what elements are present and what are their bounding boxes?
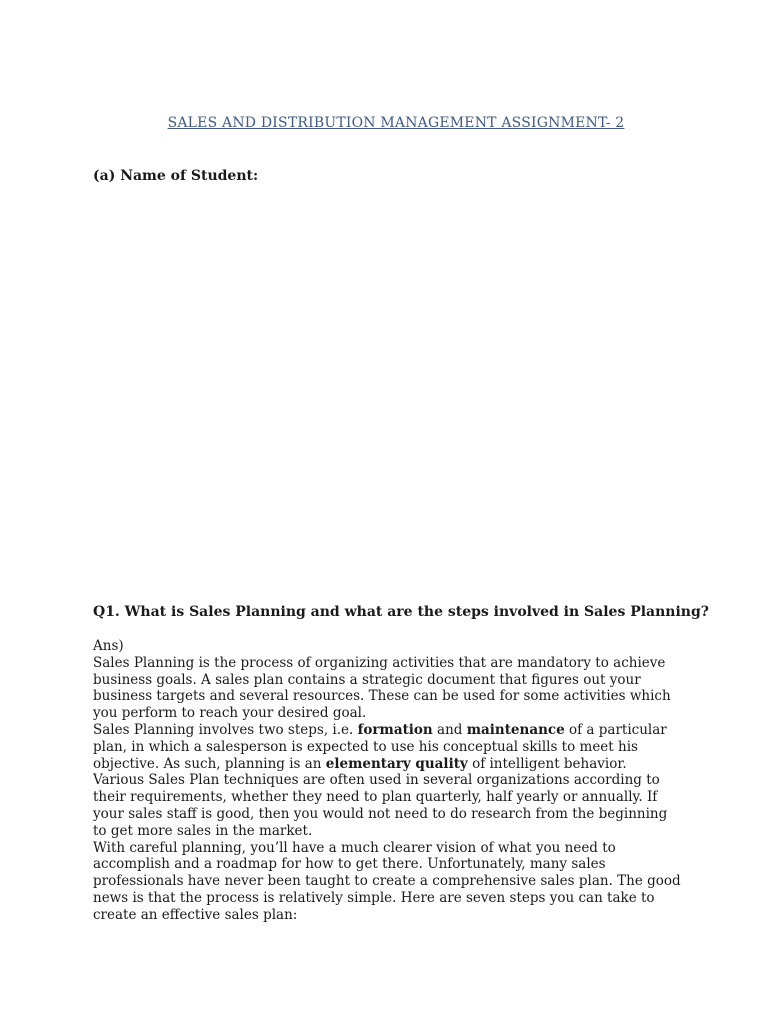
answer-paragraph-3: Various Sales Plan techniques are often used in several organizations according to their requirements, whether they need to plan quarterly, half yearly or annually. If your sales staff is good, then you would not need to do research from the beginning to get more sales in the market. (93, 772, 668, 839)
answer-body (93, 638, 683, 924)
question-heading: Q1. What is Sales Planning and what are the steps involved in Sales Planning? (93, 604, 709, 620)
paragraph-2-text-2: and (432, 721, 467, 738)
student-name-label: (a) Name of Student: (93, 168, 259, 184)
term-elementary-quality: elementary quality (325, 755, 468, 772)
answer-paragraph-1: Sales Planning is the process of organizing activities that are mandatory to achieve business goals. A sales plan contains a strategic document that figures out your business targets and several resources. These can be used for some activities which you perform to reach your desired goal. (93, 654, 671, 722)
term-maintenance: maintenance (466, 721, 565, 738)
answer-paragraph-4: With careful planning, you’ll have a much clearer vision of what you need to accomplish and a roadmap for how to get there. Unfortunately, many sales professionals have never been taught to create a comprehensive sales plan. The good news is that the process is relatively simple. Here are seven steps you can take to create an effective sales plan: (93, 839, 681, 923)
paragraph-2-text-3: of a particular plan, in which a salesperson is expected to use his conceptual skills to meet his objective. As such, planning is an (93, 721, 667, 772)
answer-paragraph-2 (93, 722, 683, 772)
term-formation: formation (357, 721, 433, 738)
paragraph-2-text-4: of intelligent behavior. (467, 755, 627, 772)
paragraph-2-text-1: Sales Planning involves two steps, i.e. (93, 721, 358, 738)
answer-label: Ans) (93, 638, 124, 654)
document-title: SALES AND DISTRIBUTION MANAGEMENT ASSIGNMENT- 2 (167, 115, 625, 131)
